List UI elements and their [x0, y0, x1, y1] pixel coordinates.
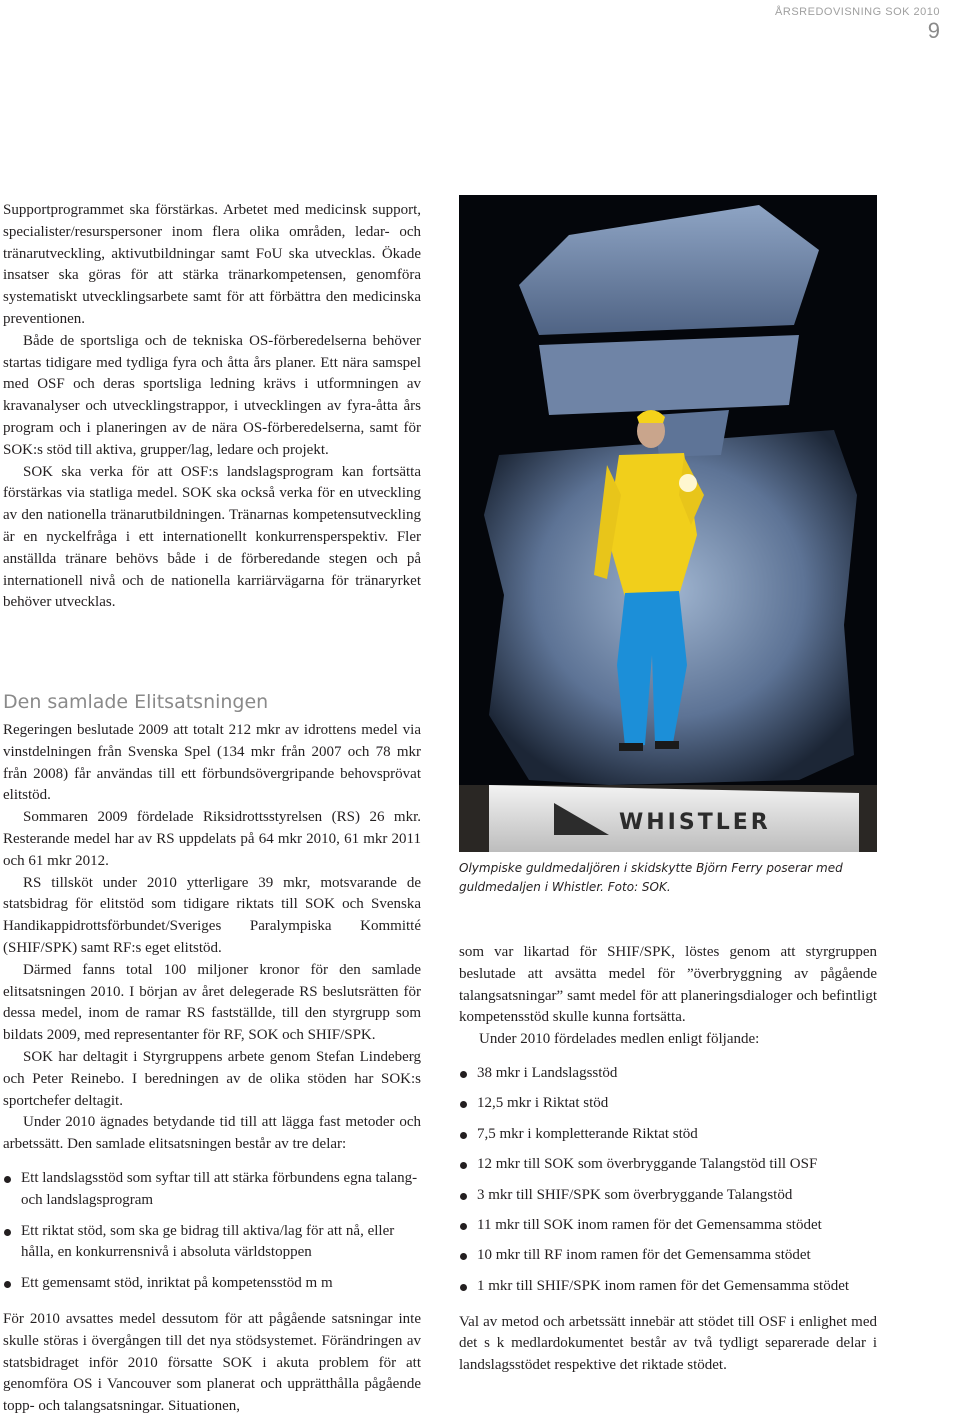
- list-item: Ett landslagsstöd som syftar till att stärka förbundens egna talang- och landslagsprogram: [3, 1168, 421, 1212]
- right-column: [459, 942, 877, 1377]
- body-paragraph: Supportprogrammet ska förstärkas. Arbetet med medicinsk support, specialister/resurspersoner inom flera olika områden, ledar- och tränarutveckling, aktivutbildningar samt FoU ska utvecklas. Ökade insatser ska göras för att stärka tränarkompetensen, genomföra systematiskt utvecklingsarbete samt för att förbättra den medicinska preventionen.: [3, 202, 421, 327]
- body-paragraph: SOK ska verka för att OSF:s landslagsprogram kan fortsätta förstärkas via statliga medel. SOK ska också verka för en utveckling av den nationella tränarutbildningen. Tränarnas kompetensutveckling är en nyckelfråga i ett internationellt konkurrensperspektiv. Fler anställda tränare behövs både i de förberedande stegen och på internationell nivå och de nationella karriärvägarna för tränaryrket behöver utvecklas.: [3, 463, 421, 611]
- body-paragraph: Val av metod och arbetssätt innebär att stödet till OSF i enlighet med det s k medlardokumentet består av två tydligt separerade delar i landslagsstödet respektive det riktade stödet.: [459, 1313, 877, 1374]
- body-paragraph: Både de sportsliga och de tekniska OS-förberedelserna behöver startas tidigare med tydliga fyra och åtta års planer. Ett nära samspel med OSF och deras sportsliga ledning krävs i utformningen av kravanalyser och utvecklingstrappor, i utvecklingen av fyra-åtta års program och i planeringen av de nära OS-förberedelserna, samt för SOK:s stöd till aktiva, grupper/lag, ledare och projekt.: [3, 332, 421, 458]
- page-number: 9: [927, 18, 940, 43]
- whistler-sign-text: WHISTLER: [619, 810, 771, 835]
- list-item: Ett riktat stöd, som ska ge bidrag till aktiva/lag för att nå, eller hålla, en konkurrensnivå i absoluta världstoppen: [3, 1221, 421, 1265]
- bullet-list: [459, 1063, 877, 1298]
- body-paragraph: Därmed fanns total 100 miljoner kronor för den samlade elitsatsningen 2010. I början av året delegerade RS beslutsrätten för dessa medel, inom de ramar RS fastställde, till den styrgrupp som bildats 2009, med representanter för RF, SOK och SHIF/SPK.: [3, 961, 421, 1044]
- list-item: Ett gemensamt stöd, inriktat på kompetensstöd m m: [3, 1273, 421, 1295]
- body-paragraph: RS tillsköt under 2010 ytterligare 39 mkr, motsvarande de statsbidrag för elitstöd som tidigare riktats till SOK och Svenska Handikappidrottsförbundet/Sveriges Paralympiska Kommitté (SHIF/SPK) samt RF:s eget elitstöd.: [3, 874, 421, 956]
- list-item: 12 mkr till SOK som överbryggande Talangstöd till OSF: [459, 1154, 877, 1176]
- body-paragraph: Under 2010 fördelades medlen enligt följande:: [479, 1031, 760, 1048]
- body-paragraph: som var likartad för SHIF/SPK, löstes genom att styrgruppen beslutade att avsätta medel för ”överbryggning av pågående talangsatsningar” samt medel för att planeringsdialoger och befintligt kompetensstöd skulle kunna fortsätta.: [459, 944, 877, 1026]
- body-paragraph: Regeringen beslutade 2009 att totalt 212 mkr av idrottens medel via vinstdelningen från Svenska Spel (134 mkr från 2007 och 78 mkr från 2008) får användas till ett förbundsövergripande behovsprövat elitstöd.: [3, 722, 421, 804]
- section-heading: Den samlade Elitsatsningen: [3, 691, 269, 713]
- list-item: 1 mkr till SHIF/SPK inom ramen för det Gemensamma stödet: [459, 1276, 877, 1298]
- list-item: 10 mkr till RF inom ramen för det Gemensamma stödet: [459, 1245, 877, 1267]
- running-header: ÅRSREDOVISNING SOK 2010: [775, 6, 940, 18]
- photo-caption: Olympiske guldmedaljören i skidskytte Björn Ferry poserar med guldmedaljen i Whistler. Foto: SOK.: [459, 861, 843, 894]
- body-paragraph: Sommaren 2009 fördelade Riksidrottsstyrelsen (RS) 26 mkr. Resterande medel har av RS uppdelats på 64 mkr 2010, 61 mkr 2011 och 61 mkr 2012.: [3, 809, 421, 869]
- list-item: 11 mkr till SOK inom ramen för det Gemensamma stödet: [459, 1215, 877, 1237]
- body-paragraph: SOK har deltagit i Styrgruppens arbete genom Stefan Lindeberg och Peter Reinebo. I beredningen av de olika stöden har SOK:s sportchefer deltagit.: [3, 1048, 421, 1109]
- list-item: 12,5 mkr i Riktat stöd: [459, 1093, 877, 1115]
- bullet-list: [3, 1168, 421, 1295]
- left-column-top: [3, 200, 421, 614]
- list-item: 38 mkr i Landslagsstöd: [459, 1063, 877, 1085]
- body-paragraph: Under 2010 ägnades betydande tid till att lägga fast metoder och arbetssätt. Den samlade elitsatsningen består av tre delar:: [3, 1114, 421, 1153]
- athlete-photo: [459, 195, 877, 852]
- body-paragraph: För 2010 avsattes medel dessutom för att pågående satsningar inte skulle störas i övergången till det nya stödsystemet. Förändringen av statsbidraget inför 2010 försatte SOK i akuta problem för att genomföra OS i Vancouver som planerat och upprätthålla pågående topp- och talangsatsningar. Situationen,: [3, 1310, 421, 1415]
- list-item: 7,5 mkr i kompletterande Riktat stöd: [459, 1124, 877, 1146]
- list-item: 3 mkr till SHIF/SPK som överbryggande Talangstöd: [459, 1185, 877, 1207]
- left-column-bottom: [3, 690, 421, 1418]
